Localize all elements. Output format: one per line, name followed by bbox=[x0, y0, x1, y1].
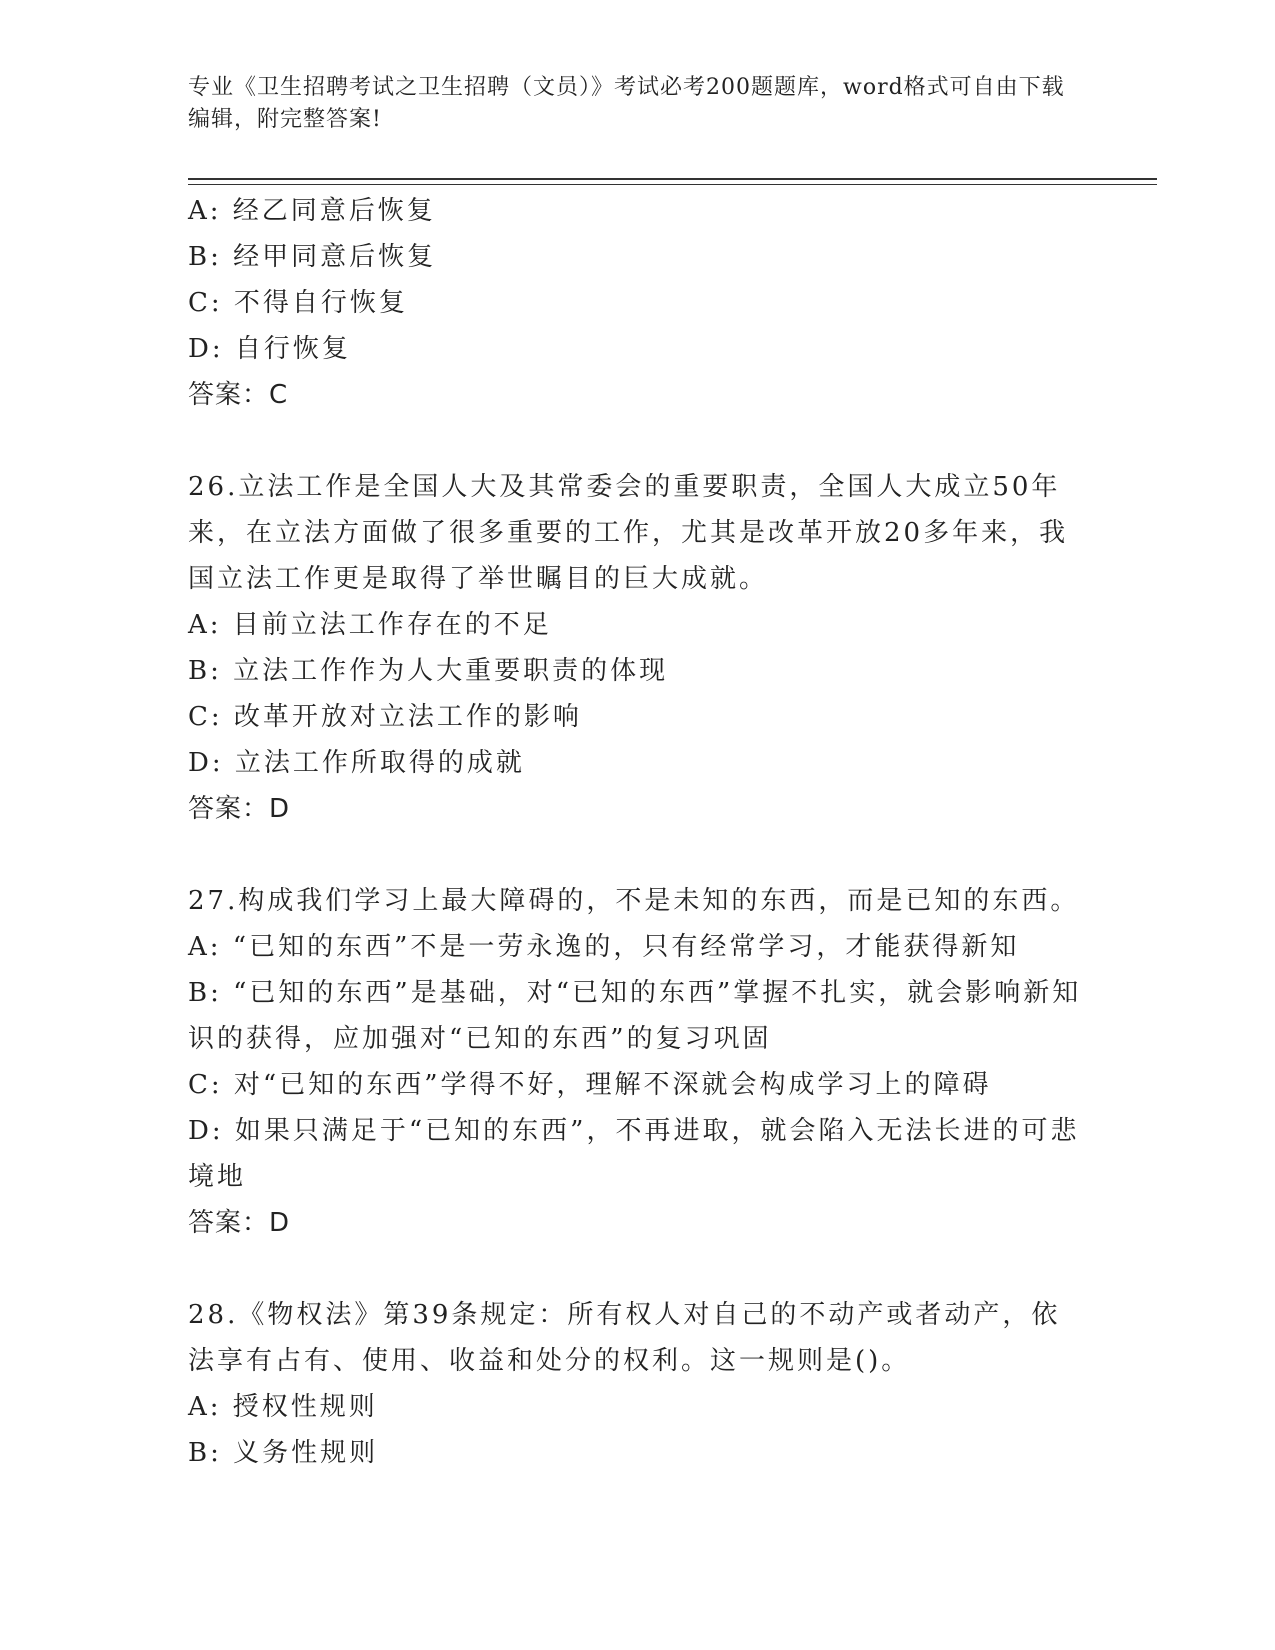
header-divider bbox=[188, 178, 1157, 180]
question-26-block bbox=[188, 464, 1088, 832]
option-a: A: “已知的东西”不是一劳永逸的，只有经常学习，才能获得新知 bbox=[188, 932, 1020, 962]
header-divider-thin bbox=[188, 184, 1157, 185]
answer: 答案：C bbox=[188, 380, 289, 410]
option-d: D: 如果只满足于“已知的东西”，不再进取，就会陷入无法长进的可悲境地 bbox=[188, 1116, 1080, 1192]
option-a: A: 授权性规则 bbox=[188, 1392, 378, 1422]
question-27-block bbox=[188, 878, 1088, 1246]
answer: 答案：D bbox=[188, 794, 291, 824]
option-b: B: 经甲同意后恢复 bbox=[188, 242, 437, 272]
question-stem: 26.立法工作是全国人大及其常委会的重要职责，全国人大成立50年来，在立法方面做了很多重要的工作，尤其是改革开放20多年来，我国立法工作更是取得了举世瞩目的巨大成就。 bbox=[188, 472, 1069, 594]
option-c: C: 不得自行恢复 bbox=[188, 288, 408, 318]
option-b: B: 义务性规则 bbox=[188, 1438, 379, 1468]
question-stem: 28.《物权法》第39条规定：所有权人对自己的不动产或者动产，依法享有占有、使用、收益和处分的权利。这一规则是()。 bbox=[188, 1300, 1061, 1376]
spacer bbox=[188, 832, 1088, 878]
option-b: B: “已知的东西”是基础，对“已知的东西”掌握不扎实，就会影响新知识的获得，应加强对“已知的东西”的复习巩固 bbox=[188, 978, 1082, 1054]
option-a: A: 目前立法工作存在的不足 bbox=[188, 610, 552, 640]
option-b: B: 立法工作作为人大重要职责的体现 bbox=[188, 656, 669, 686]
spacer bbox=[188, 1246, 1088, 1292]
answer: 答案：D bbox=[188, 1208, 291, 1238]
option-d: D: 立法工作所取得的成就 bbox=[188, 748, 525, 778]
document-header: 专业《卫生招聘考试之卫生招聘（文员）》考试必考200题题库，word格式可自由下载编辑，附完整答案! bbox=[188, 75, 1065, 132]
question-stem: 27.构成我们学习上最大障碍的，不是未知的东西，而是已知的东西。 bbox=[188, 886, 1080, 916]
option-c: C: 对“已知的东西”学得不好，理解不深就会构成学习上的障碍 bbox=[188, 1070, 992, 1100]
question-28-block bbox=[188, 1292, 1088, 1476]
question-25-block bbox=[188, 188, 1088, 418]
option-d: D: 自行恢复 bbox=[188, 334, 351, 364]
spacer bbox=[188, 418, 1088, 464]
question-list bbox=[188, 188, 1088, 1476]
option-a: A: 经乙同意后恢复 bbox=[188, 196, 436, 226]
option-c: C: 改革开放对立法工作的影响 bbox=[188, 702, 582, 732]
